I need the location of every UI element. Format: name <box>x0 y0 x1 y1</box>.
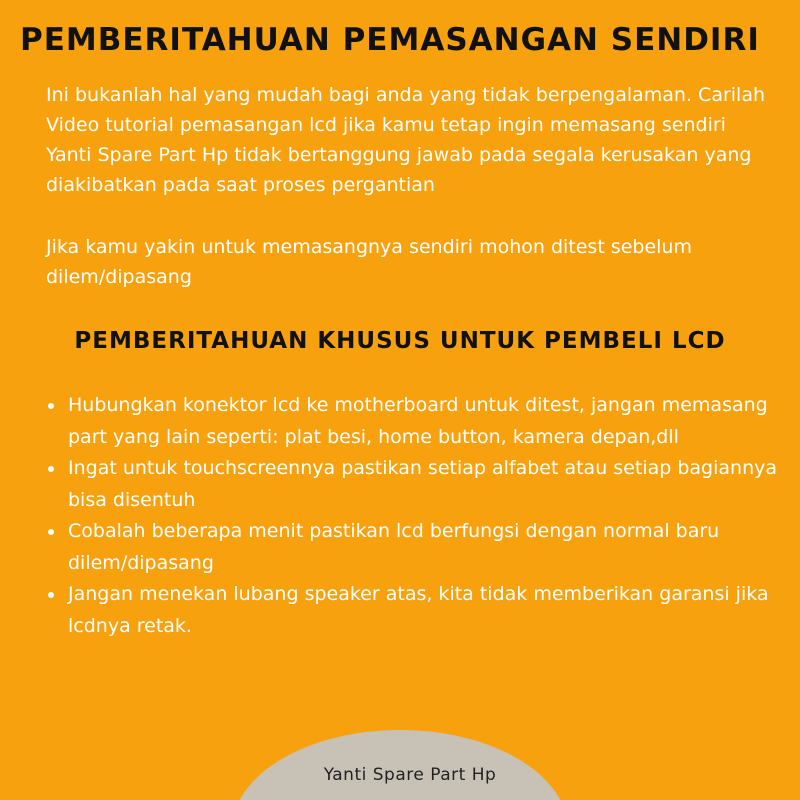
list-item-text: Jangan menekan lubang speaker atas, kita tidak memberikan garansi jika lcdnya retak. <box>68 583 769 637</box>
list-item-text: Hubungkan konektor lcd ke motherboard untuk ditest, jangan memasang part yang lain seperti: plat besi, home button, kamera depan,dll <box>68 394 768 448</box>
bullet-dot-icon <box>48 592 54 598</box>
lcd-instructions-list <box>46 390 786 642</box>
list-item <box>46 390 786 453</box>
main-heading: PEMBERITAHUAN PEMASANGAN SENDIRI <box>20 22 760 58</box>
secondary-heading: PEMBERITAHUAN KHUSUS UNTUK PEMBELI LCD <box>74 328 726 354</box>
bullet-dot-icon <box>48 466 54 472</box>
bullet-dot-icon <box>48 529 54 535</box>
footer-brand-name: Yanti Spare Part Hp <box>323 765 497 785</box>
test-reminder-paragraph: Jika kamu yakin untuk memasangnya sendiri mohon ditest sebelum dilem/dipasang <box>46 236 692 288</box>
list-item <box>46 516 786 579</box>
list-item-text: Ingat untuk touchscreennya pastikan setiap alfabet atau setiap bagiannya bisa disentuh <box>68 457 778 511</box>
list-item <box>46 579 786 642</box>
bullet-dot-icon <box>48 403 54 409</box>
list-item-text: Cobalah beberapa menit pastikan lcd berfungsi dengan normal baru dilem/dipasang <box>68 520 720 574</box>
list-item <box>46 453 786 516</box>
intro-paragraph: Ini bukanlah hal yang mudah bagi anda yang tidak berpengalaman. Carilah Video tutorial pemasangan lcd jika kamu tetap ingin memasang sendiri Yanti Spare Part Hp tidak bertanggung jawab pada segala kerusakan yang diakibatkan pada saat proses pergantian <box>46 84 766 196</box>
